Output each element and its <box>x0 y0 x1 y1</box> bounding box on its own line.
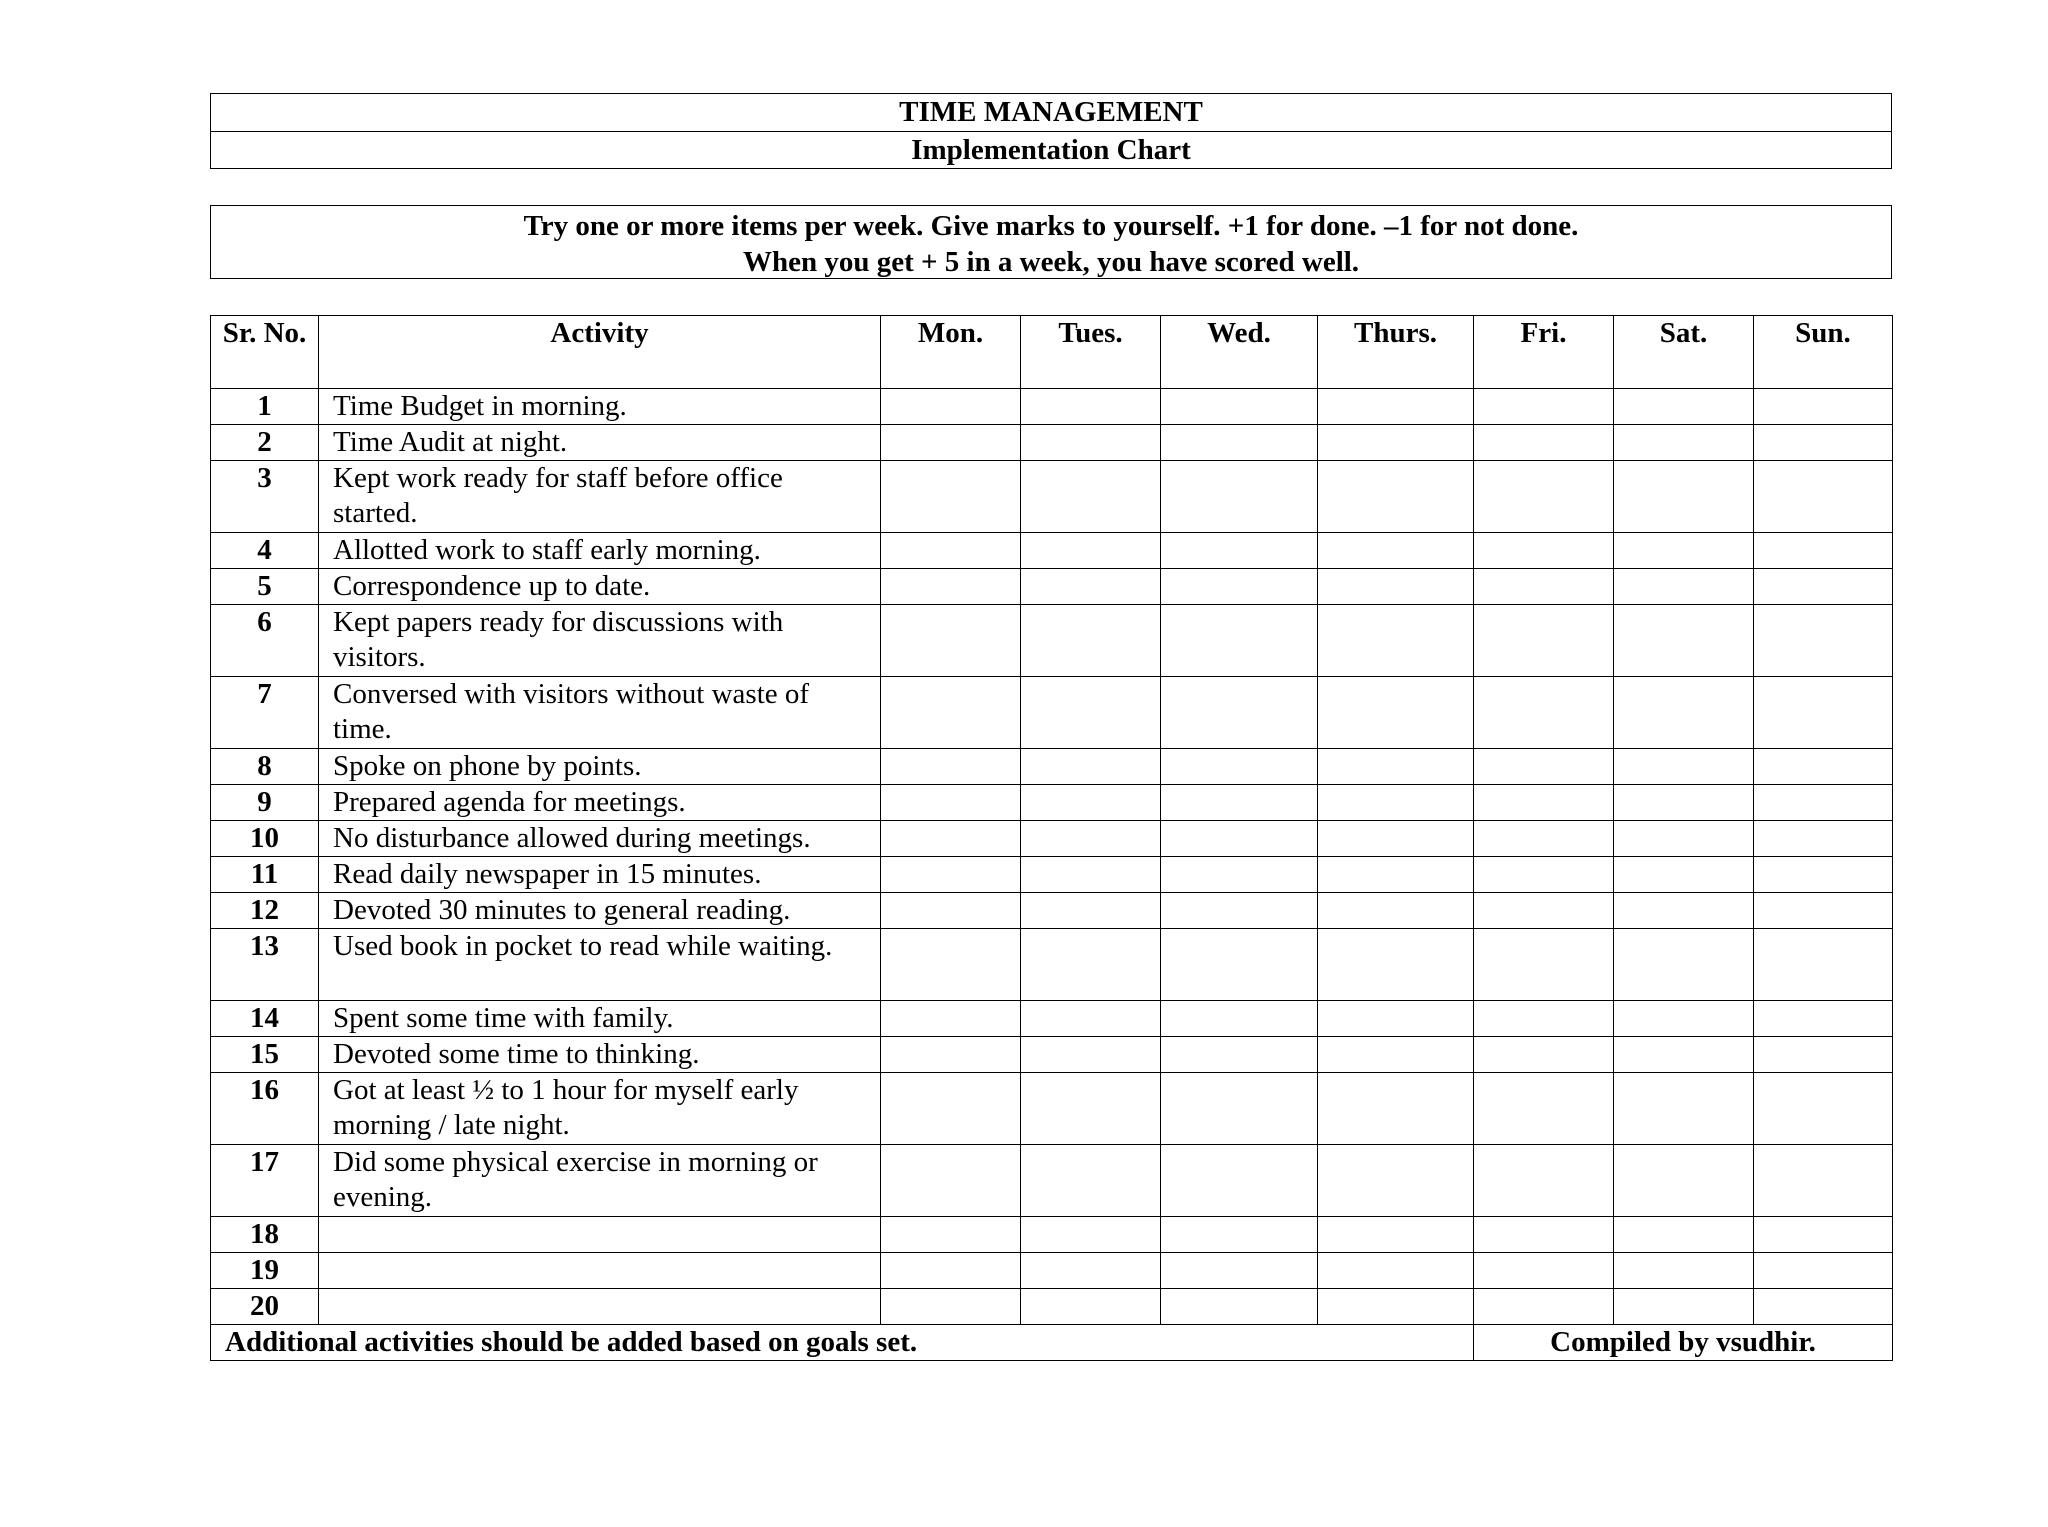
row-sr-no: 12 <box>211 893 319 929</box>
day-cell-sat <box>1614 749 1754 785</box>
day-cell-tue <box>1021 461 1161 533</box>
row-sr-no: 15 <box>211 1037 319 1073</box>
row-activity: Spent some time with family. <box>319 1001 881 1037</box>
day-cell-tue <box>1021 857 1161 893</box>
day-cell-fri <box>1474 389 1614 425</box>
day-cell-tue <box>1021 677 1161 749</box>
day-cell-wed <box>1161 605 1318 677</box>
day-cell-sun <box>1754 1037 1893 1073</box>
day-cell-thu <box>1318 749 1474 785</box>
day-cell-sat <box>1614 569 1754 605</box>
day-cell-thu <box>1318 1001 1474 1037</box>
table-row <box>211 1253 1893 1289</box>
day-cell-fri <box>1474 749 1614 785</box>
day-cell-sun <box>1754 1217 1893 1253</box>
table-row <box>211 821 1893 857</box>
day-cell-sun <box>1754 677 1893 749</box>
table-row <box>211 569 1893 605</box>
day-cell-thu <box>1318 569 1474 605</box>
footer-note: Additional activities should be added based on goals set. <box>211 1325 1474 1361</box>
instruction-line-1: Try one or more items per week. Give marks to yourself. +1 for done. –1 for not done. <box>523 210 1579 242</box>
day-cell-wed <box>1161 533 1318 569</box>
day-cell-sun <box>1754 821 1893 857</box>
day-cell-wed <box>1161 1145 1318 1217</box>
day-cell-sat <box>1614 1253 1754 1289</box>
row-sr-no: 4 <box>211 533 319 569</box>
day-cell-sat <box>1614 929 1754 1001</box>
day-cell-sun <box>1754 389 1893 425</box>
day-cell-mon <box>881 821 1021 857</box>
day-cell-sat <box>1614 1037 1754 1073</box>
row-sr-no: 5 <box>211 569 319 605</box>
day-cell-sun <box>1754 749 1893 785</box>
day-cell-sun <box>1754 1253 1893 1289</box>
day-cell-fri <box>1474 533 1614 569</box>
day-cell-sat <box>1614 893 1754 929</box>
table-row <box>211 785 1893 821</box>
day-cell-sun <box>1754 1289 1893 1325</box>
day-cell-thu <box>1318 1289 1474 1325</box>
day-cell-mon <box>881 785 1021 821</box>
title-box <box>210 93 1892 169</box>
day-cell-thu <box>1318 605 1474 677</box>
day-cell-wed <box>1161 821 1318 857</box>
day-cell-sun <box>1754 893 1893 929</box>
row-activity <box>319 1253 881 1289</box>
day-cell-thu <box>1318 533 1474 569</box>
row-sr-no: 13 <box>211 929 319 1001</box>
day-cell-fri <box>1474 929 1614 1001</box>
day-cell-tue <box>1021 749 1161 785</box>
day-cell-tue <box>1021 533 1161 569</box>
column-header-sat: Sat. <box>1614 316 1754 389</box>
day-cell-tue <box>1021 1037 1161 1073</box>
row-activity: Correspondence up to date. <box>319 569 881 605</box>
day-cell-mon <box>881 1289 1021 1325</box>
day-cell-tue <box>1021 821 1161 857</box>
day-cell-sun <box>1754 857 1893 893</box>
day-cell-fri <box>1474 785 1614 821</box>
day-cell-sat <box>1614 857 1754 893</box>
row-sr-no: 1 <box>211 389 319 425</box>
column-header-sun: Sun. <box>1754 316 1893 389</box>
day-cell-tue <box>1021 1289 1161 1325</box>
day-cell-sat <box>1614 677 1754 749</box>
day-cell-sun <box>1754 1073 1893 1145</box>
table-row <box>211 749 1893 785</box>
day-cell-thu <box>1318 1037 1474 1073</box>
row-activity: Read daily newspaper in 15 minutes. <box>319 857 881 893</box>
row-sr-no: 11 <box>211 857 319 893</box>
day-cell-wed <box>1161 677 1318 749</box>
row-activity: Kept work ready for staff before office started. <box>319 461 881 533</box>
day-cell-sun <box>1754 605 1893 677</box>
day-cell-mon <box>881 1253 1021 1289</box>
day-cell-mon <box>881 1217 1021 1253</box>
row-activity: Devoted some time to thinking. <box>319 1037 881 1073</box>
instruction-line-2: When you get + 5 in a week, you have scored well. <box>742 246 1360 278</box>
day-cell-sat <box>1614 461 1754 533</box>
table-row <box>211 1145 1893 1217</box>
day-cell-sat <box>1614 821 1754 857</box>
day-cell-wed <box>1161 749 1318 785</box>
footer-credit: Compiled by vsudhir. <box>1474 1325 1893 1361</box>
day-cell-sun <box>1754 1145 1893 1217</box>
day-cell-sat <box>1614 1145 1754 1217</box>
table-row <box>211 1217 1893 1253</box>
day-cell-mon <box>881 893 1021 929</box>
day-cell-tue <box>1021 425 1161 461</box>
row-activity <box>319 1289 881 1325</box>
day-cell-fri <box>1474 1289 1614 1325</box>
day-cell-mon <box>881 677 1021 749</box>
day-cell-tue <box>1021 1217 1161 1253</box>
day-cell-thu <box>1318 1073 1474 1145</box>
day-cell-mon <box>881 1037 1021 1073</box>
day-cell-wed <box>1161 1253 1318 1289</box>
day-cell-mon <box>881 1073 1021 1145</box>
implementation-chart-table <box>210 315 1893 1361</box>
column-header-activity: Activity <box>319 316 881 389</box>
table-row <box>211 929 1893 1001</box>
day-cell-mon <box>881 857 1021 893</box>
day-cell-fri <box>1474 1253 1614 1289</box>
day-cell-fri <box>1474 1073 1614 1145</box>
day-cell-sun <box>1754 1001 1893 1037</box>
instructions-box <box>210 205 1892 279</box>
day-cell-sat <box>1614 1217 1754 1253</box>
row-activity: Allotted work to staff early morning. <box>319 533 881 569</box>
table-row <box>211 1001 1893 1037</box>
day-cell-sat <box>1614 785 1754 821</box>
row-sr-no: 14 <box>211 1001 319 1037</box>
day-cell-mon <box>881 929 1021 1001</box>
day-cell-fri <box>1474 821 1614 857</box>
day-cell-mon <box>881 1001 1021 1037</box>
day-cell-mon <box>881 389 1021 425</box>
table-row <box>211 857 1893 893</box>
row-sr-no: 2 <box>211 425 319 461</box>
day-cell-wed <box>1161 425 1318 461</box>
day-cell-fri <box>1474 677 1614 749</box>
day-cell-sun <box>1754 425 1893 461</box>
row-sr-no: 10 <box>211 821 319 857</box>
day-cell-thu <box>1318 893 1474 929</box>
day-cell-wed <box>1161 389 1318 425</box>
row-sr-no: 9 <box>211 785 319 821</box>
day-cell-sun <box>1754 929 1893 1001</box>
row-activity: Prepared agenda for meetings. <box>319 785 881 821</box>
day-cell-sat <box>1614 1289 1754 1325</box>
day-cell-tue <box>1021 785 1161 821</box>
day-cell-sun <box>1754 569 1893 605</box>
day-cell-fri <box>1474 1001 1614 1037</box>
day-cell-sat <box>1614 605 1754 677</box>
row-sr-no: 7 <box>211 677 319 749</box>
day-cell-thu <box>1318 1145 1474 1217</box>
day-cell-thu <box>1318 821 1474 857</box>
day-cell-wed <box>1161 929 1318 1001</box>
day-cell-wed <box>1161 461 1318 533</box>
day-cell-sun <box>1754 533 1893 569</box>
day-cell-tue <box>1021 1073 1161 1145</box>
day-cell-fri <box>1474 1145 1614 1217</box>
table-row <box>211 1073 1893 1145</box>
day-cell-mon <box>881 533 1021 569</box>
day-cell-tue <box>1021 1001 1161 1037</box>
row-sr-no: 3 <box>211 461 319 533</box>
day-cell-tue <box>1021 1253 1161 1289</box>
day-cell-mon <box>881 1145 1021 1217</box>
row-activity: Time Audit at night. <box>319 425 881 461</box>
day-cell-sat <box>1614 1001 1754 1037</box>
row-activity: Devoted 30 minutes to general reading. <box>319 893 881 929</box>
day-cell-sat <box>1614 425 1754 461</box>
table-row <box>211 425 1893 461</box>
day-cell-sat <box>1614 389 1754 425</box>
day-cell-thu <box>1318 1217 1474 1253</box>
day-cell-fri <box>1474 1037 1614 1073</box>
table-row <box>211 533 1893 569</box>
day-cell-mon <box>881 425 1021 461</box>
day-cell-thu <box>1318 857 1474 893</box>
day-cell-mon <box>881 749 1021 785</box>
table-row <box>211 605 1893 677</box>
page-title: TIME MANAGEMENT <box>899 96 1203 128</box>
day-cell-thu <box>1318 929 1474 1001</box>
table-row <box>211 389 1893 425</box>
day-cell-wed <box>1161 1037 1318 1073</box>
row-activity: Spoke on phone by points. <box>319 749 881 785</box>
day-cell-wed <box>1161 1217 1318 1253</box>
column-header-tue: Tues. <box>1021 316 1161 389</box>
day-cell-fri <box>1474 569 1614 605</box>
day-cell-wed <box>1161 1289 1318 1325</box>
day-cell-thu <box>1318 785 1474 821</box>
row-activity <box>319 1217 881 1253</box>
day-cell-tue <box>1021 1145 1161 1217</box>
day-cell-fri <box>1474 461 1614 533</box>
table-row <box>211 893 1893 929</box>
day-cell-tue <box>1021 929 1161 1001</box>
day-cell-fri <box>1474 1217 1614 1253</box>
row-sr-no: 17 <box>211 1145 319 1217</box>
day-cell-mon <box>881 569 1021 605</box>
day-cell-tue <box>1021 893 1161 929</box>
row-activity: No disturbance allowed during meetings. <box>319 821 881 857</box>
day-cell-sat <box>1614 1073 1754 1145</box>
row-activity: Did some physical exercise in morning or evening. <box>319 1145 881 1217</box>
day-cell-wed <box>1161 785 1318 821</box>
day-cell-tue <box>1021 605 1161 677</box>
column-header-thu: Thurs. <box>1318 316 1474 389</box>
day-cell-mon <box>881 461 1021 533</box>
table-row <box>211 461 1893 533</box>
table-row <box>211 1289 1893 1325</box>
column-header-wed: Wed. <box>1161 316 1318 389</box>
day-cell-wed <box>1161 857 1318 893</box>
table-footer-row <box>211 1325 1893 1361</box>
day-cell-sun <box>1754 461 1893 533</box>
row-activity: Got at least ½ to 1 hour for myself early morning / late night. <box>319 1073 881 1145</box>
day-cell-fri <box>1474 857 1614 893</box>
row-sr-no: 18 <box>211 1217 319 1253</box>
day-cell-tue <box>1021 389 1161 425</box>
table-row <box>211 1037 1893 1073</box>
day-cell-wed <box>1161 893 1318 929</box>
row-sr-no: 6 <box>211 605 319 677</box>
day-cell-fri <box>1474 893 1614 929</box>
day-cell-thu <box>1318 461 1474 533</box>
day-cell-thu <box>1318 677 1474 749</box>
row-sr-no: 20 <box>211 1289 319 1325</box>
day-cell-thu <box>1318 389 1474 425</box>
column-header-mon: Mon. <box>881 316 1021 389</box>
day-cell-sat <box>1614 533 1754 569</box>
column-header-fri: Fri. <box>1474 316 1614 389</box>
day-cell-wed <box>1161 1073 1318 1145</box>
day-cell-sun <box>1754 785 1893 821</box>
row-activity: Kept papers ready for discussions with visitors. <box>319 605 881 677</box>
day-cell-wed <box>1161 1001 1318 1037</box>
row-sr-no: 19 <box>211 1253 319 1289</box>
row-activity: Used book in pocket to read while waiting. <box>319 929 881 1001</box>
table-header-row <box>211 316 1893 389</box>
page-subtitle: Implementation Chart <box>211 131 1891 169</box>
day-cell-thu <box>1318 425 1474 461</box>
row-activity: Conversed with visitors without waste of time. <box>319 677 881 749</box>
row-sr-no: 16 <box>211 1073 319 1145</box>
row-sr-no: 8 <box>211 749 319 785</box>
column-header-sr-no: Sr. No. <box>211 316 319 389</box>
row-activity: Time Budget in morning. <box>319 389 881 425</box>
table-row <box>211 677 1893 749</box>
day-cell-tue <box>1021 569 1161 605</box>
day-cell-fri <box>1474 605 1614 677</box>
day-cell-mon <box>881 605 1021 677</box>
day-cell-wed <box>1161 569 1318 605</box>
table-body <box>211 389 1893 1325</box>
day-cell-thu <box>1318 1253 1474 1289</box>
day-cell-fri <box>1474 425 1614 461</box>
